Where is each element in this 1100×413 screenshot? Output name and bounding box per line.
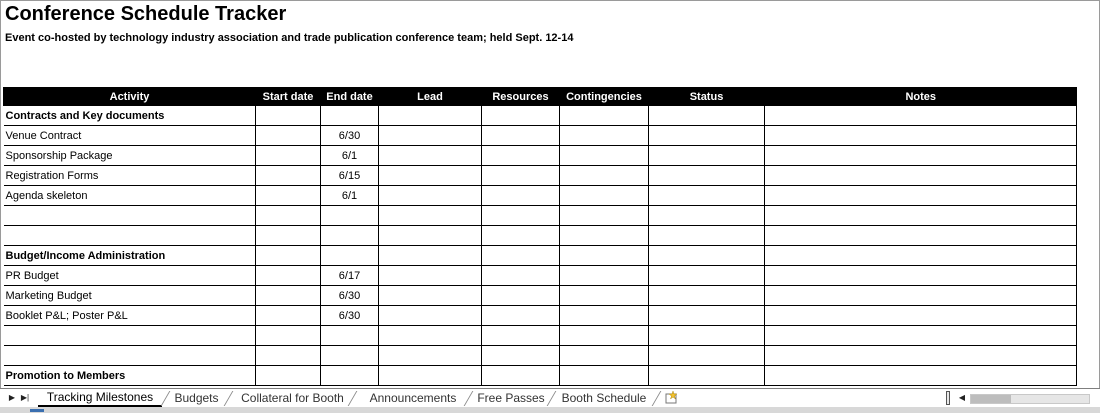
- table-cell[interactable]: Agenda skeleton: [4, 186, 256, 206]
- table-cell[interactable]: [482, 326, 560, 346]
- table-cell[interactable]: [765, 266, 1077, 286]
- page-title: Conference Schedule Tracker: [5, 3, 287, 25]
- table-cell[interactable]: 6/30: [321, 306, 379, 326]
- table-cell[interactable]: [560, 306, 649, 326]
- table-row: [4, 286, 1077, 306]
- table-cell[interactable]: [560, 346, 649, 366]
- status-indicator: [30, 409, 44, 412]
- table-cell[interactable]: [379, 206, 482, 226]
- table-cell[interactable]: [765, 366, 1077, 386]
- table-cell[interactable]: [765, 226, 1077, 246]
- table-cell[interactable]: [379, 366, 482, 386]
- table-cell[interactable]: [482, 346, 560, 366]
- table-cell[interactable]: [482, 126, 560, 146]
- table-cell[interactable]: [321, 346, 379, 366]
- table-cell[interactable]: [379, 106, 482, 126]
- insert-sheet-icon[interactable]: [665, 391, 679, 404]
- table-row: [4, 186, 1077, 206]
- table-cell[interactable]: 6/30: [321, 126, 379, 146]
- table-cell[interactable]: [765, 286, 1077, 306]
- table-cell[interactable]: Promotion to Members: [4, 366, 256, 386]
- table-body: [4, 106, 1077, 386]
- table-cell[interactable]: PR Budget: [4, 266, 256, 286]
- table-cell[interactable]: [765, 106, 1077, 126]
- table-cell[interactable]: 6/15: [321, 166, 379, 186]
- sheet-tab[interactable]: Budgets: [174, 391, 219, 405]
- table-cell[interactable]: [649, 226, 765, 246]
- table-cell[interactable]: [765, 246, 1077, 266]
- table-cell[interactable]: [482, 286, 560, 306]
- table-cell[interactable]: [4, 226, 256, 246]
- tab-divider: [348, 391, 358, 406]
- column-header[interactable]: Notes: [765, 87, 1077, 106]
- table-cell[interactable]: [379, 246, 482, 266]
- sheet-tab-bar: [0, 388, 1100, 408]
- table-cell[interactable]: Booklet P&L; Poster P&L: [4, 306, 256, 326]
- table-cell[interactable]: Budget/Income Administration: [4, 246, 256, 266]
- scroll-thumb[interactable]: [971, 395, 1011, 403]
- table-cell[interactable]: 6/30: [321, 286, 379, 306]
- table-cell[interactable]: [560, 186, 649, 206]
- table-cell[interactable]: [649, 126, 765, 146]
- column-header[interactable]: Status: [649, 87, 765, 106]
- table-cell[interactable]: [4, 206, 256, 226]
- table-cell[interactable]: [256, 226, 321, 246]
- table-cell[interactable]: [649, 106, 765, 126]
- table-cell[interactable]: [379, 146, 482, 166]
- column-header[interactable]: End date: [321, 87, 379, 106]
- header-row: [4, 87, 1077, 106]
- table-cell[interactable]: [482, 206, 560, 226]
- table-cell[interactable]: [482, 366, 560, 386]
- table-cell[interactable]: [379, 186, 482, 206]
- table-cell[interactable]: [482, 106, 560, 126]
- table-cell[interactable]: [765, 186, 1077, 206]
- table-cell[interactable]: 6/17: [321, 266, 379, 286]
- table-cell[interactable]: [321, 366, 379, 386]
- table-cell[interactable]: [256, 166, 321, 186]
- table-cell[interactable]: [482, 146, 560, 166]
- table-row: [4, 326, 1077, 346]
- table-row: [4, 146, 1077, 166]
- table-cell[interactable]: [649, 206, 765, 226]
- table-cell[interactable]: [256, 146, 321, 166]
- table-row: [4, 166, 1077, 186]
- table-cell[interactable]: [4, 346, 256, 366]
- table-cell[interactable]: [321, 206, 379, 226]
- table-cell[interactable]: [560, 146, 649, 166]
- sheet-tab[interactable]: Booth Schedule: [561, 391, 647, 405]
- next-sheet-icon[interactable]: ▶|: [20, 393, 30, 402]
- table-cell[interactable]: Venue Contract: [4, 126, 256, 146]
- column-header[interactable]: Contingencies: [560, 87, 649, 106]
- horizontal-scroll-area: [946, 391, 1096, 405]
- table-cell[interactable]: [482, 266, 560, 286]
- table-cell[interactable]: [321, 106, 379, 126]
- table-cell[interactable]: [560, 106, 649, 126]
- section-row: [4, 106, 1077, 126]
- table-cell[interactable]: Registration Forms: [4, 166, 256, 186]
- table-cell[interactable]: [649, 246, 765, 266]
- table-cell[interactable]: [765, 206, 1077, 226]
- table-cell[interactable]: [765, 306, 1077, 326]
- table-cell[interactable]: [765, 326, 1077, 346]
- table-cell[interactable]: [379, 266, 482, 286]
- table-cell[interactable]: [4, 326, 256, 346]
- table-cell[interactable]: [379, 286, 482, 306]
- table-row: [4, 346, 1077, 366]
- table-cell[interactable]: [256, 326, 321, 346]
- table-cell[interactable]: [560, 226, 649, 246]
- table-row: [4, 126, 1077, 146]
- tab-divider: [652, 391, 662, 406]
- page-subtitle: Event co-hosted by technology industry association and trade publication conference team; held Sept. 12-14: [5, 32, 574, 44]
- table-cell[interactable]: [482, 226, 560, 246]
- table-cell[interactable]: [379, 166, 482, 186]
- table-cell[interactable]: [560, 126, 649, 146]
- table-cell[interactable]: [321, 246, 379, 266]
- table-cell[interactable]: Marketing Budget: [4, 286, 256, 306]
- table-cell[interactable]: [649, 266, 765, 286]
- table-cell[interactable]: [379, 126, 482, 146]
- table-cell[interactable]: [482, 246, 560, 266]
- table-cell[interactable]: [765, 146, 1077, 166]
- table-cell[interactable]: [379, 326, 482, 346]
- first-sheet-icon[interactable]: ▶: [8, 393, 16, 402]
- table-cell[interactable]: [379, 346, 482, 366]
- table-cell[interactable]: [649, 346, 765, 366]
- table-cell[interactable]: [649, 146, 765, 166]
- table-cell[interactable]: [649, 366, 765, 386]
- table-cell[interactable]: Sponsorship Package: [4, 146, 256, 166]
- table-cell[interactable]: [482, 306, 560, 326]
- table-row: [4, 306, 1077, 326]
- table-cell[interactable]: [256, 366, 321, 386]
- tab-split-handle[interactable]: [946, 391, 950, 405]
- milestone-table: [3, 87, 1077, 386]
- table-cell[interactable]: [256, 206, 321, 226]
- scroll-left-icon[interactable]: ◀: [958, 393, 966, 402]
- table-cell[interactable]: [256, 306, 321, 326]
- table-cell[interactable]: [256, 266, 321, 286]
- table-cell[interactable]: [482, 186, 560, 206]
- table-cell[interactable]: [379, 306, 482, 326]
- table-cell[interactable]: [560, 206, 649, 226]
- table-cell[interactable]: [649, 166, 765, 186]
- table-cell[interactable]: [765, 346, 1077, 366]
- column-header[interactable]: Activity: [4, 87, 256, 106]
- table-cell[interactable]: [560, 246, 649, 266]
- sheet-tab[interactable]: Tracking Milestones: [38, 389, 162, 407]
- table-cell[interactable]: [560, 326, 649, 346]
- section-row: [4, 246, 1077, 266]
- table-cell[interactable]: [560, 166, 649, 186]
- table-cell[interactable]: [256, 286, 321, 306]
- section-row: [4, 366, 1077, 386]
- table-cell[interactable]: [256, 246, 321, 266]
- sheet-tab[interactable]: Free Passes: [477, 391, 545, 405]
- table-cell[interactable]: Contracts and Key documents: [4, 106, 256, 126]
- sheet-tab[interactable]: Announcements: [369, 391, 457, 405]
- tab-divider: [224, 391, 234, 406]
- table-cell[interactable]: 6/1: [321, 146, 379, 166]
- table-cell[interactable]: [560, 266, 649, 286]
- tab-divider: [464, 391, 474, 406]
- table-cell[interactable]: [482, 166, 560, 186]
- table-cell[interactable]: [649, 326, 765, 346]
- table-cell[interactable]: [649, 306, 765, 326]
- column-header[interactable]: Start date: [256, 87, 321, 106]
- table-cell[interactable]: 6/1: [321, 186, 379, 206]
- table-cell[interactable]: [649, 186, 765, 206]
- table-row: [4, 226, 1077, 246]
- horizontal-scrollbar[interactable]: [970, 394, 1090, 404]
- table-cell[interactable]: [321, 226, 379, 246]
- table-cell[interactable]: [321, 326, 379, 346]
- table-cell[interactable]: [256, 106, 321, 126]
- table-cell[interactable]: [765, 126, 1077, 146]
- table-cell[interactable]: [256, 126, 321, 146]
- table-row: [4, 206, 1077, 226]
- column-header[interactable]: Lead: [379, 87, 482, 106]
- sheet-tab[interactable]: Collateral for Booth: [241, 391, 344, 405]
- table-cell[interactable]: [560, 366, 649, 386]
- status-bar: [0, 407, 1100, 413]
- table-cell[interactable]: [765, 166, 1077, 186]
- table-cell[interactable]: [256, 346, 321, 366]
- table-cell[interactable]: [256, 186, 321, 206]
- table-cell[interactable]: [560, 286, 649, 306]
- column-header[interactable]: Resources: [482, 87, 560, 106]
- table-cell[interactable]: [379, 226, 482, 246]
- table-row: [4, 266, 1077, 286]
- table-cell[interactable]: [649, 286, 765, 306]
